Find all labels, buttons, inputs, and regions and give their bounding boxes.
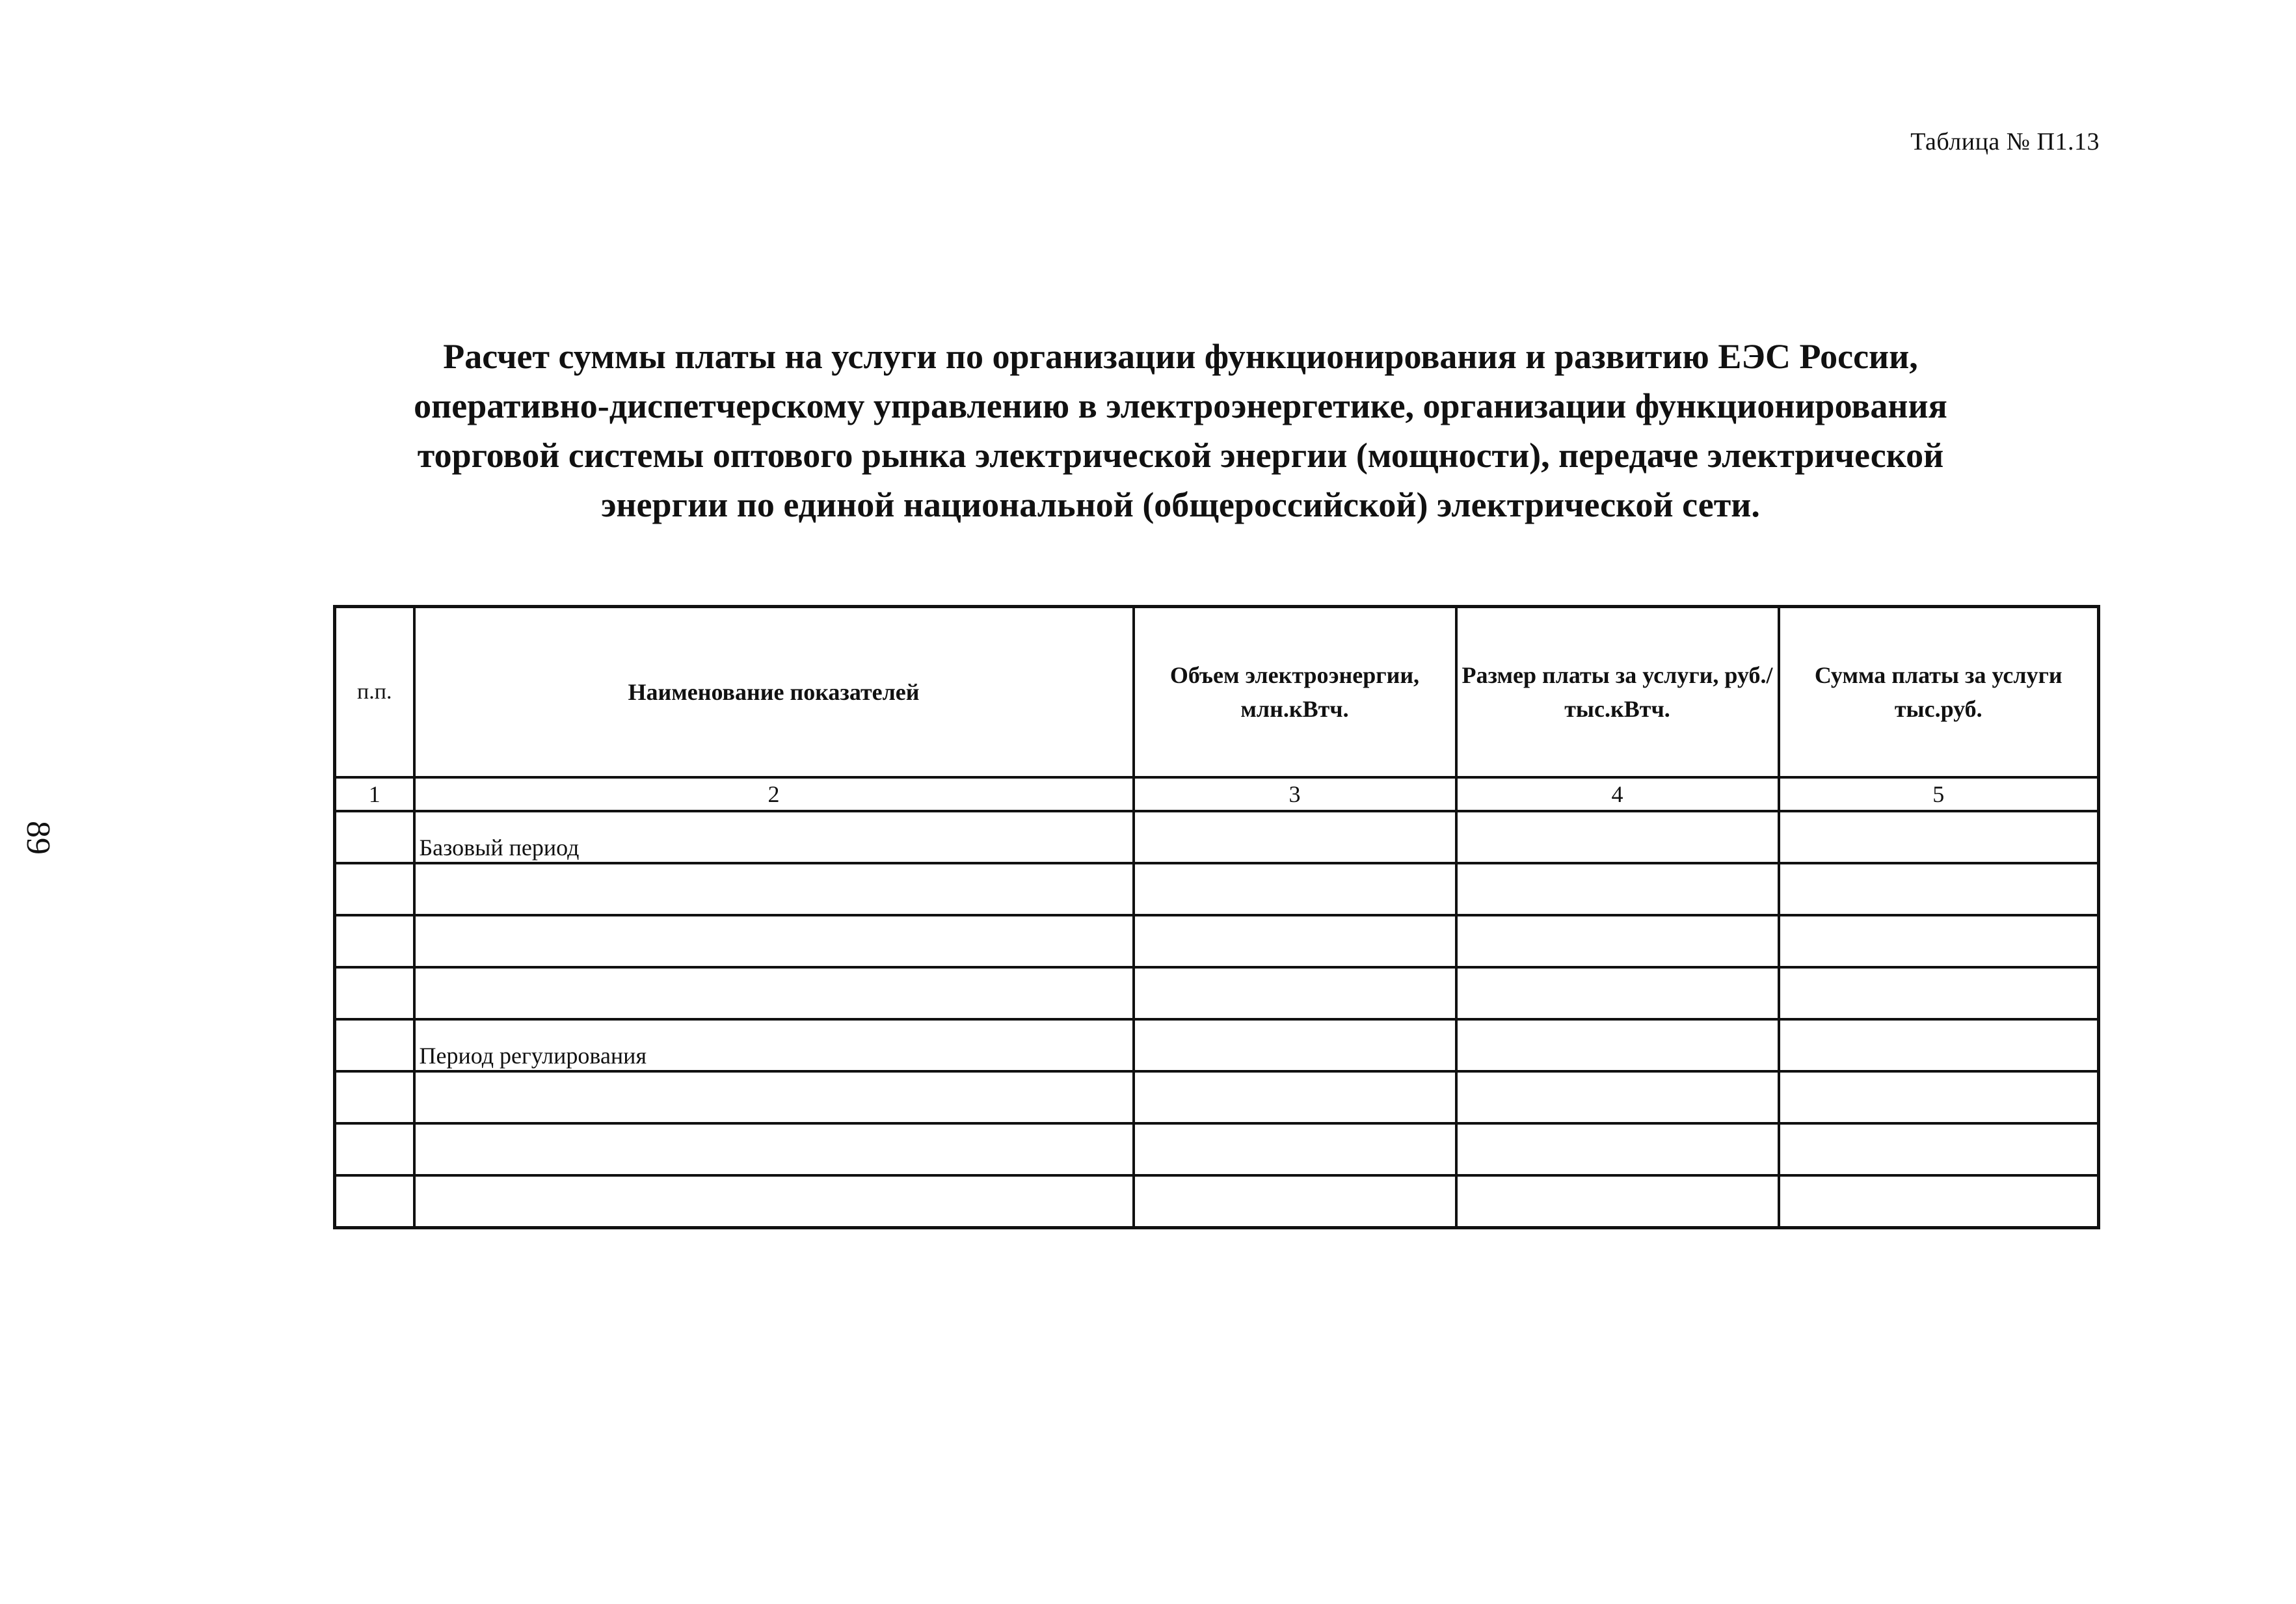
energy-volume-cell (1134, 1019, 1456, 1071)
indicator-name-cell (414, 967, 1134, 1019)
cell-text (1780, 861, 2098, 862)
cell-text (1135, 965, 1455, 966)
header-indicator-name: Наименование показателей (414, 607, 1134, 778)
table-header-row (335, 607, 2099, 778)
energy-volume-cell (1134, 967, 1456, 1019)
cell-text (1458, 965, 1778, 966)
service-rate-cell (1456, 863, 1779, 915)
cell-text (336, 1121, 413, 1122)
cell-text (1135, 913, 1455, 914)
cell-text (1458, 1017, 1778, 1018)
column-number: 4 (1456, 777, 1779, 811)
cell-text (1780, 1069, 2098, 1070)
document-title (299, 332, 2062, 529)
row-number-cell (335, 811, 414, 863)
cell-text (1458, 913, 1778, 914)
payment-sum-cell (1779, 967, 2099, 1019)
table-row (335, 1123, 2099, 1175)
energy-volume-cell (1134, 811, 1456, 863)
row-number-cell (335, 1123, 414, 1175)
indicator-name-cell (414, 1019, 1134, 1071)
column-number: 5 (1779, 777, 2099, 811)
cell-text (1458, 861, 1778, 862)
cell-text (336, 965, 413, 966)
row-number-cell (335, 967, 414, 1019)
table-number-label: Таблица № П1.13 (1910, 128, 2100, 155)
table-row (335, 863, 2099, 915)
row-number-cell (335, 1175, 414, 1228)
cell-text (336, 1225, 413, 1226)
payment-sum-cell (1779, 1019, 2099, 1071)
title-line: энергии по единой национальной (общероссийской) электрической сети. (601, 485, 1760, 524)
cell-text (1780, 1173, 2098, 1174)
column-number-row (335, 777, 2099, 811)
indicator-name-cell (414, 915, 1134, 967)
cell-text (336, 913, 413, 914)
service-rate-cell (1456, 1071, 1779, 1123)
indicator-name-cell (414, 1123, 1134, 1175)
energy-volume-cell (1134, 1175, 1456, 1228)
service-rate-cell (1456, 1019, 1779, 1071)
cell-text (1780, 1225, 2098, 1226)
cell-text (1458, 1069, 1778, 1070)
cell-text (1135, 1121, 1455, 1122)
column-number: 3 (1134, 777, 1456, 811)
header-payment-sum: Сумма платы за услуги тыс.руб. (1779, 607, 2099, 778)
title-line: оперативно-диспетчерскому управлению в электроэнергетике, организации функционирования (414, 386, 1947, 425)
cell-text (416, 1017, 1132, 1018)
table-body (335, 811, 2099, 1228)
service-rate-cell (1456, 915, 1779, 967)
cell-text (416, 1121, 1132, 1122)
cell-text (1458, 1121, 1778, 1122)
energy-volume-cell (1134, 915, 1456, 967)
indicator-name-cell (414, 1175, 1134, 1228)
cell-text (416, 1173, 1132, 1174)
cell-text (1135, 1173, 1455, 1174)
title-line: торговой системы оптового рынка электрической энергии (мощности), передаче электрической (417, 436, 1944, 475)
payment-sum-cell (1779, 1175, 2099, 1228)
cell-text (416, 913, 1132, 914)
cell-text (1135, 1225, 1455, 1226)
table-row (335, 1019, 2099, 1071)
payment-sum-cell (1779, 1123, 2099, 1175)
header-energy-volume: Объем электроэнергии, млн.кВтч. (1134, 607, 1456, 778)
energy-volume-cell (1134, 1123, 1456, 1175)
row-number-cell (335, 1019, 414, 1071)
cell-text (336, 861, 413, 862)
table-row (335, 1175, 2099, 1228)
service-rate-cell (1456, 811, 1779, 863)
cell-text (1135, 1017, 1455, 1018)
page-number: 89 (20, 821, 57, 855)
cell-text (416, 965, 1132, 966)
header-service-rate: Размер платы за услуги, руб./тыс.кВтч. (1456, 607, 1779, 778)
cell-text (1780, 1121, 2098, 1122)
table-row (335, 811, 2099, 863)
service-rate-cell (1456, 967, 1779, 1019)
energy-volume-cell (1134, 863, 1456, 915)
indicator-name-cell (414, 811, 1134, 863)
payment-sum-cell (1779, 915, 2099, 967)
cell-text: Период регулирования (419, 1043, 647, 1069)
payment-calculation-table (333, 605, 2100, 1229)
row-number-cell (335, 915, 414, 967)
table-row (335, 915, 2099, 967)
payment-sum-cell (1779, 811, 2099, 863)
cell-text: Базовый период (419, 835, 580, 861)
title-line: Расчет суммы платы на услуги по организации функционирования и развитию ЕЭС России, (443, 337, 1918, 376)
table-row (335, 967, 2099, 1019)
cell-text (1135, 861, 1455, 862)
column-number: 1 (335, 777, 414, 811)
row-number-cell (335, 863, 414, 915)
indicator-name-cell (414, 1071, 1134, 1123)
cell-text (336, 1017, 413, 1018)
cell-text (1135, 1069, 1455, 1070)
table-row (335, 1071, 2099, 1123)
column-number: 2 (414, 777, 1134, 811)
cell-text (336, 1173, 413, 1174)
cell-text (1458, 1173, 1778, 1174)
indicator-name-cell (414, 863, 1134, 915)
cell-text (1780, 965, 2098, 966)
cell-text (416, 1225, 1132, 1226)
service-rate-cell (1456, 1123, 1779, 1175)
service-rate-cell (1456, 1175, 1779, 1228)
header-row-number: п.п. (335, 607, 414, 778)
cell-text (1780, 1017, 2098, 1018)
payment-sum-cell (1779, 863, 2099, 915)
payment-sum-cell (1779, 1071, 2099, 1123)
cell-text (1780, 913, 2098, 914)
energy-volume-cell (1134, 1071, 1456, 1123)
cell-text (1458, 1225, 1778, 1226)
cell-text (336, 1069, 413, 1070)
row-number-cell (335, 1071, 414, 1123)
